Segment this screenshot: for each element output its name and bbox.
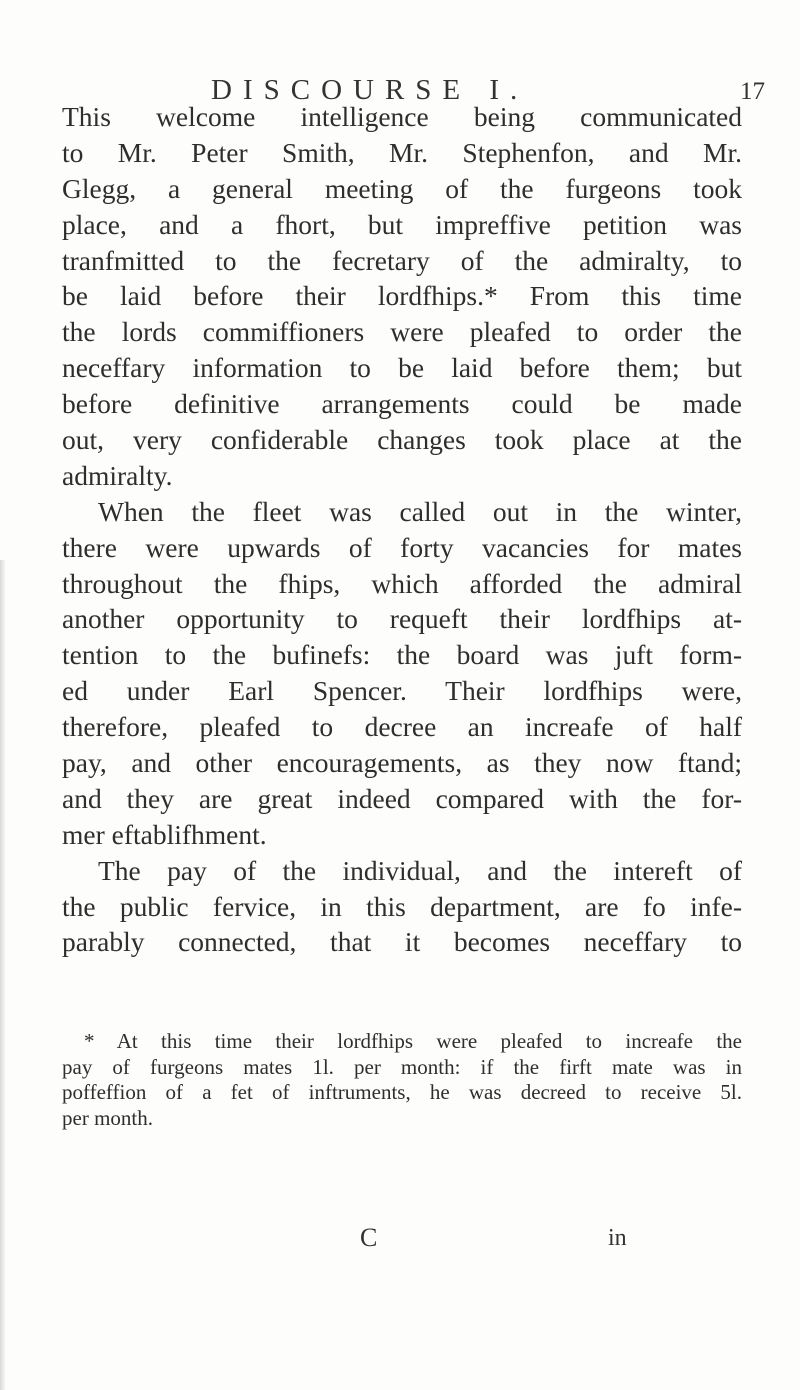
text-line: tranfmitted to the fecretary of the admiralty, to	[62, 244, 742, 276]
body-text	[62, 99, 742, 960]
text-line: ed under Earl Spencer. Their lordfhips were,	[62, 675, 742, 707]
text-line: out, very confiderable changes took place at the	[62, 424, 742, 456]
footnote-line: pay of furgeons mates 1l. per month: if the firft mate was in	[62, 1054, 742, 1079]
text-line: mer eftablifhment.	[62, 818, 267, 850]
catchword: in	[608, 1225, 627, 1251]
text-line: parably connected, that it becomes neceffary to	[62, 926, 742, 958]
text-line: When the fleet was called out in the winter,	[98, 495, 742, 527]
text-line: This welcome intelligence being communicated	[62, 101, 742, 132]
text-line: tention to the bufinefs: the board was juft form-	[62, 639, 742, 671]
page-edge-shadow	[0, 560, 6, 1390]
text-line: be laid before their lordfhips.* From this time	[62, 280, 742, 312]
text-line: the lords commiffioners were pleafed to order the	[62, 316, 742, 348]
text-line: to Mr. Peter Smith, Mr. Stephenfon, and Mr.	[62, 136, 742, 168]
text-line: admiralty.	[62, 459, 173, 491]
text-line: place, and a fhort, but impreffive petition was	[62, 208, 742, 240]
text-line: therefore, pleafed to decree an increafe of half	[62, 711, 742, 743]
text-line: pay, and other encouragements, as they now ftand;	[62, 747, 742, 779]
text-line: another opportunity to requeft their lordfhips at-	[62, 603, 742, 635]
footnote-line: * At this time their lordfhips were pleafed to increafe the	[84, 1029, 742, 1053]
text-line: before definitive arrangements could be made	[62, 388, 742, 420]
text-line: neceffary information to be laid before them; but	[62, 352, 742, 384]
text-line: Glegg, a general meeting of the furgeons took	[62, 172, 742, 204]
text-line: The pay of the individual, and the intereft of	[98, 854, 742, 886]
text-line: throughout the fhips, which afforded the admiral	[62, 567, 742, 599]
text-line: there were upwards of forty vacancies for mates	[62, 531, 742, 563]
text-line: and they are great indeed compared with the for-	[62, 782, 742, 814]
signature-mark: C	[360, 1223, 378, 1252]
footnote-line: per month.	[62, 1105, 153, 1130]
text-line: the public fervice, in this department, are fo infe-	[62, 890, 742, 922]
footnote-line: poffeffion of a fet of inftruments, he was decreed to receive 5l.	[62, 1080, 742, 1104]
running-title: DISCOURSE I.	[211, 74, 529, 106]
footnote	[62, 1029, 742, 1131]
page-number: 17	[740, 78, 765, 105]
